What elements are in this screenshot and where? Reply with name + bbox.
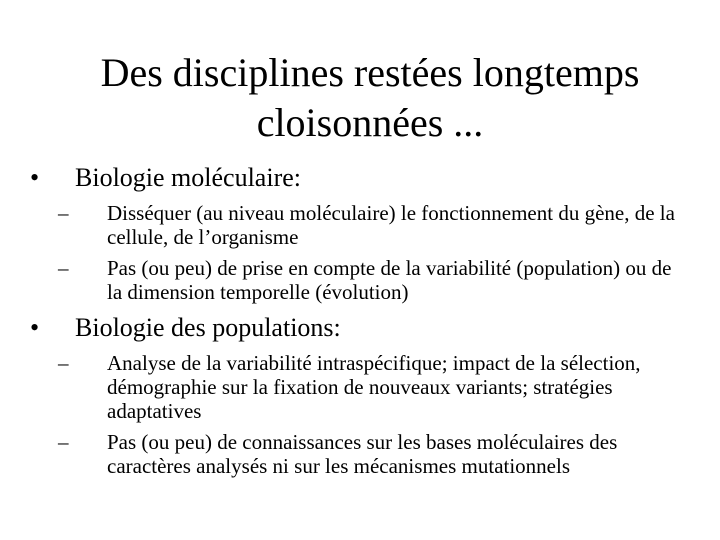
sub-bullet-text: Pas (ou peu) de prise en compte de la variabilité (population) ou de la dimension temporelle (évolution) xyxy=(107,256,672,304)
sub-bullet xyxy=(58,430,690,478)
slide-title xyxy=(40,48,700,148)
title-line-1: Des disciplines restées longtemps xyxy=(100,50,640,95)
sub-bullet-text: Disséquer (au niveau moléculaire) le fonctionnement du gène, de la cellule, de l’organisme xyxy=(107,201,675,249)
sub-bullet xyxy=(58,201,690,249)
bullet-biologie-moleculaire xyxy=(30,162,690,193)
slide-body xyxy=(30,162,690,485)
dash-marker: – xyxy=(58,430,69,454)
sub-bullet xyxy=(58,351,690,423)
bullet-heading: Biologie des populations: xyxy=(75,313,341,342)
dash-marker: – xyxy=(58,256,69,280)
sub-list-biologie-moleculaire xyxy=(58,201,690,304)
bullet-biologie-des-populations xyxy=(30,312,690,343)
dash-marker: – xyxy=(58,351,69,375)
bullet-marker: • xyxy=(30,163,40,192)
title-line-2: cloisonnées ... xyxy=(256,100,484,145)
bullet-marker: • xyxy=(30,313,40,342)
sub-bullet-text: Analyse de la variabilité intraspécifique; impact de la sélection, démographie sur la fixation de nouveaux variants; stratégies adaptatives xyxy=(107,351,641,423)
sub-list-biologie-des-populations xyxy=(58,351,690,478)
bullet-heading: Biologie moléculaire: xyxy=(75,163,301,192)
sub-bullet xyxy=(58,256,690,304)
dash-marker: – xyxy=(58,201,69,225)
sub-bullet-text: Pas (ou peu) de connaissances sur les bases moléculaires des caractères analysés ni sur les mécanismes mutationnels xyxy=(107,430,618,478)
